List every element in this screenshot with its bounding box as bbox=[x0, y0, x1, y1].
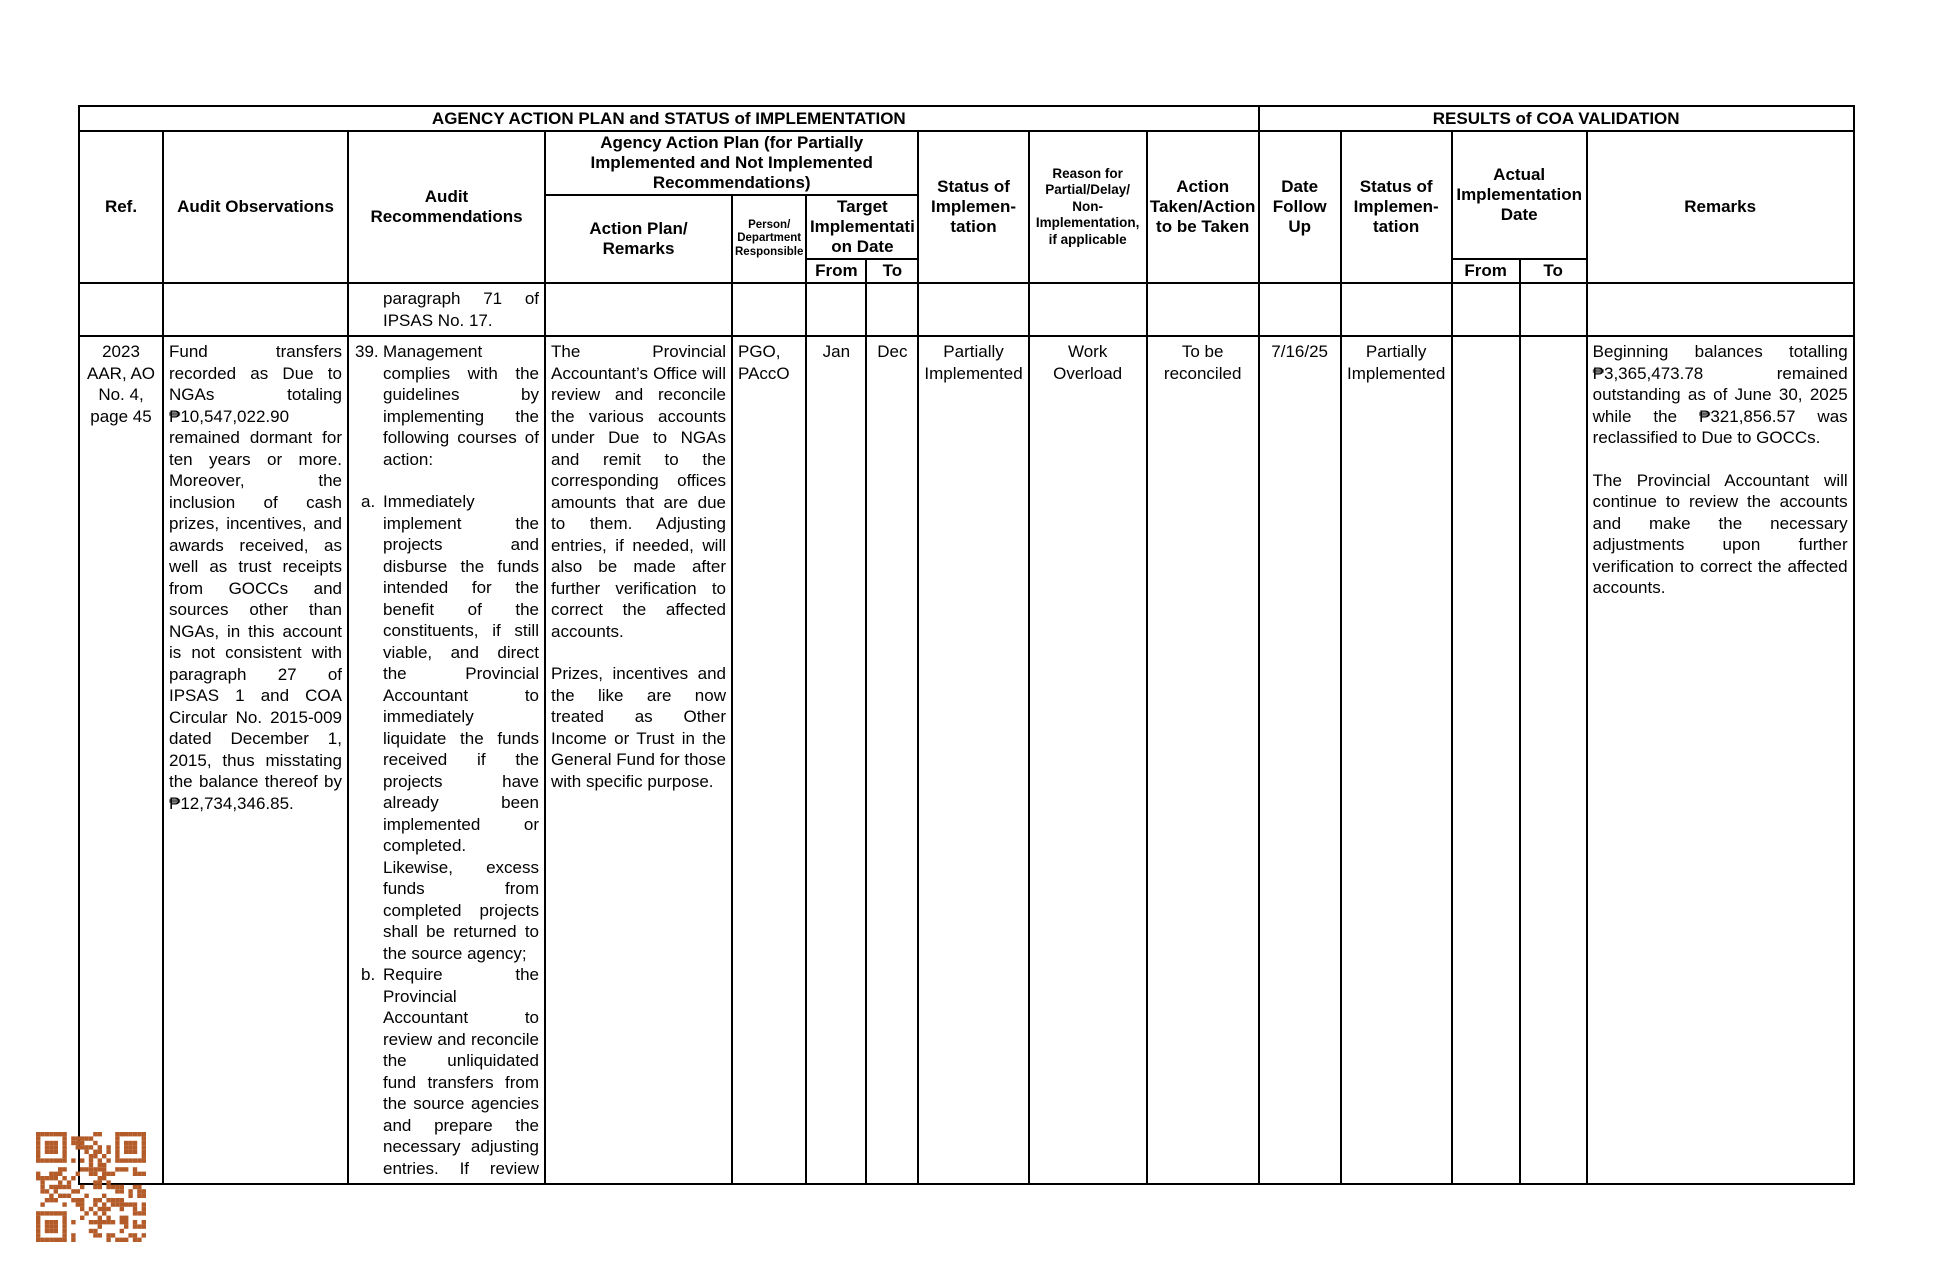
recommendation-item-b-text: Require the Provincial Accountant to review and reconcile the unliquidated fund transfers from the source agencies and prepare the necessary adjusting entries. If review bbox=[383, 965, 539, 1178]
empty-cell bbox=[806, 283, 866, 336]
cell-remarks bbox=[1587, 336, 1854, 1184]
empty-cell bbox=[918, 283, 1028, 336]
header-person-responsible: Person/ Department Responsible bbox=[732, 195, 806, 283]
cell-actual-to bbox=[1520, 336, 1587, 1184]
header-actual-from: From bbox=[1452, 259, 1520, 283]
empty-cell bbox=[79, 283, 163, 336]
empty-cell bbox=[545, 283, 732, 336]
empty-cell bbox=[1520, 283, 1587, 336]
empty-cell bbox=[1147, 283, 1259, 336]
header-actual-to: To bbox=[1520, 259, 1587, 283]
agency-action-plan-table bbox=[78, 105, 1855, 1185]
carryover-recommendation-text: paragraph 71 of IPSAS No. 17. bbox=[383, 289, 539, 330]
header-ref: Ref. bbox=[79, 131, 163, 283]
agency-group-header: AGENCY ACTION PLAN and STATUS of IMPLEMENTATION bbox=[79, 106, 1259, 131]
recommendation-number: 39. bbox=[355, 342, 379, 361]
qr-code bbox=[36, 1132, 146, 1242]
recommendation-intro bbox=[354, 341, 539, 470]
header-agency-action-plan-group: Agency Action Plan (for Partially Implemented and Not Implemented Recommendations) bbox=[545, 131, 918, 195]
cell-coa-status-of-implementation: Partially Implemented bbox=[1341, 336, 1452, 1184]
recommendation-item-b bbox=[354, 964, 539, 1179]
recommendation-intro-text: Management complies with the guidelines by implementing the following courses of action: bbox=[383, 342, 539, 469]
cell-audit-recommendations bbox=[348, 336, 545, 1184]
header-action-plan-remarks bbox=[545, 195, 732, 283]
carryover-recommendation-cell bbox=[348, 283, 545, 336]
header-action-taken: Action Taken/Action to be Taken bbox=[1147, 131, 1259, 283]
cell-target-to: Dec bbox=[866, 336, 918, 1184]
results-group-header: RESULTS of COA VALIDATION bbox=[1259, 106, 1854, 131]
cell-date-follow-up: 7/16/25 bbox=[1259, 336, 1341, 1184]
header-target-to: To bbox=[866, 259, 918, 283]
header-status-of-implementation: Status of Implemen- tation bbox=[918, 131, 1028, 283]
table-row bbox=[79, 336, 1854, 1184]
header-actual-implementation-date: Actual Implementation Date bbox=[1452, 131, 1587, 259]
empty-cell bbox=[1452, 283, 1520, 336]
cell-reason: Work Overload bbox=[1029, 336, 1147, 1184]
action-plan-paragraph-2: Prizes, incentives and the like are now treated as Other Income or Trust in the General Fund for those with specific purpose. bbox=[551, 664, 726, 791]
cell-audit-observations: Fund transfers recorded as Due to NGAs totaling ₱10,547,022.90 remained dormant for ten years or more. Moreover, the inclusion of cash prizes, incentives, and awards received, as well as trust receipts from GOCCs and sources other than NGAs, in this account is not consistent with paragraph 27 of IPSAS 1 and COA Circular No. 2015-009 dated December 1, 2015, thus misstating the balance thereof by ₱12,734,346.85. bbox=[163, 336, 348, 1184]
recommendation-item-a-text: Immediately implement the projects and disburse the funds intended for the benefit of the constituents, if still viable, and direct the Provincial Accountant to immediately liquidate the funds received if the projects have already been implemented or completed. Likewise, excess funds from completed projects shall be returned to the source agency; bbox=[383, 492, 539, 963]
recommendation-item-a-marker: a. bbox=[361, 492, 376, 511]
remarks-paragraph-2: The Provincial Accountant will continue to review the accounts and make the necessary adjustments upon further verification to correct the affected accounts. bbox=[1592, 470, 1848, 597]
header-row-1 bbox=[79, 131, 1854, 195]
empty-cell bbox=[163, 283, 348, 336]
header-reason: Reason for Partial/Delay/ Non- Implementation, if applicable bbox=[1029, 131, 1147, 283]
recommendation-item-a bbox=[354, 491, 539, 964]
cell-ref: 2023 AAR, AO No. 4, page 45 bbox=[79, 336, 163, 1184]
empty-cell bbox=[1259, 283, 1341, 336]
header-target-implementation-date: Target Implementati on Date bbox=[806, 195, 918, 259]
empty-cell bbox=[1587, 283, 1854, 336]
header-date-follow-up: Date Follow Up bbox=[1259, 131, 1341, 283]
empty-cell bbox=[1341, 283, 1452, 336]
empty-cell bbox=[866, 283, 918, 336]
cell-target-from: Jan bbox=[806, 336, 866, 1184]
header-target-from: From bbox=[806, 259, 866, 283]
empty-cell bbox=[732, 283, 806, 336]
cell-actual-from bbox=[1452, 336, 1520, 1184]
group-header-row bbox=[79, 106, 1854, 131]
recommendation-item-b-marker: b. bbox=[361, 965, 376, 984]
empty-cell bbox=[1029, 283, 1147, 336]
action-plan-paragraph-1: The Provincial Accountant’s Office will review and reconcile the various accounts under Due to NGAs and remit to the corresponding offices amounts that are due to them. Adjusting entries, if needed, will also be made after further verification to correct the affected accounts. bbox=[551, 342, 726, 641]
remarks-paragraph-1: Beginning balances totalling ₱3,365,473.78 remained outstanding as of June 30, 2025 while the ₱321,856.57 was reclassified to Due to GOCCs. bbox=[1592, 342, 1848, 447]
cell-action-taken: To be reconciled bbox=[1147, 336, 1259, 1184]
header-audit-observations: Audit Observations bbox=[163, 131, 348, 283]
carryover-row bbox=[79, 283, 1854, 336]
header-audit-recommendations: Audit Recommendations bbox=[348, 131, 545, 283]
cell-status-of-implementation: Partially Implemented bbox=[918, 336, 1028, 1184]
header-coa-status-of-implementation: Status of Implemen- tation bbox=[1341, 131, 1452, 283]
header-action-plan-line2: Remarks bbox=[602, 239, 675, 258]
cell-action-plan bbox=[545, 336, 732, 1184]
header-action-plan-line1: Action Plan/ bbox=[589, 219, 688, 238]
header-remarks: Remarks bbox=[1587, 131, 1854, 283]
cell-person-responsible: PGO, PAccO bbox=[732, 336, 806, 1184]
